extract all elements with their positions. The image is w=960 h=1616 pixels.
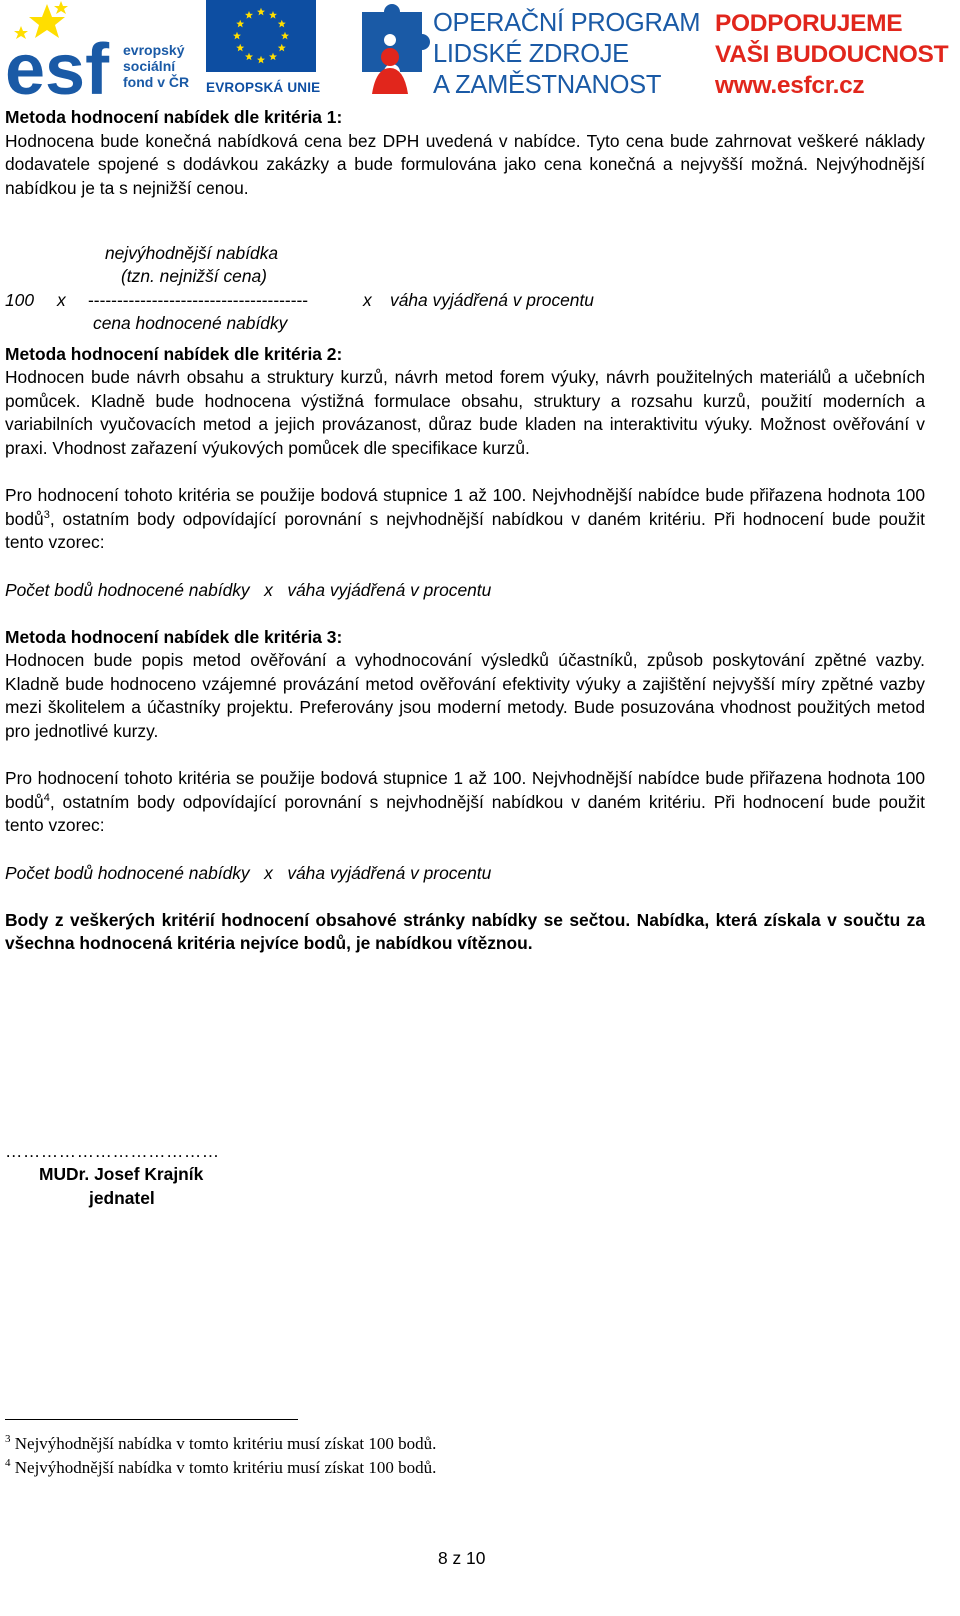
footnote-separator bbox=[5, 1419, 298, 1420]
formula-numerator-1: nejvýhodnější nabídka bbox=[105, 242, 279, 263]
op-title-line-1: OPERAČNÍ PROGRAM bbox=[433, 9, 701, 37]
formula-times: x bbox=[57, 289, 66, 310]
criterion-2-heading: Metoda hodnocení nabídek dle kritéria 2: bbox=[5, 343, 343, 364]
formula-prefix: 100 bbox=[5, 289, 35, 310]
signature-block bbox=[5, 1140, 220, 1208]
eu-flag-icon bbox=[206, 0, 316, 72]
formula-times-2: x bbox=[363, 289, 372, 310]
footnote-4: $^4$ Nejvýhodnější nabídka v tomto kritériu musí získat 100 bodů. bbox=[5, 1457, 437, 1477]
slogan-website[interactable]: www.esfcr.cz bbox=[715, 72, 865, 99]
criterion-1-heading: Metoda hodnocení nabídek dle kritéria 1: bbox=[5, 107, 343, 127]
criterion-1-formula bbox=[5, 242, 925, 343]
footnote-ref-3[interactable]: 3 bbox=[43, 508, 50, 521]
document-body bbox=[5, 106, 925, 956]
op-title-line-3: A ZAMĚSTNANOST bbox=[433, 71, 662, 99]
op-puzzle-logo-icon bbox=[360, 2, 430, 97]
op-title bbox=[433, 8, 700, 101]
formula-denominator: cena hodnocené nabídky bbox=[93, 312, 288, 333]
footnote-3: $^3$ Nejvýhodnější nabídka v tomto kritériu musí získat 100 bodů. bbox=[5, 1433, 437, 1453]
slogan-line-2: VAŠI BUDOUCNOST bbox=[715, 41, 949, 68]
criterion-2-formula: Počet bodů hodnocené nabídky x váha vyjádřená v procentu bbox=[5, 579, 492, 600]
signatory-role: jednatel bbox=[89, 1188, 155, 1208]
signatory-name: MUDr. Josef Krajník bbox=[39, 1164, 204, 1184]
formula-suffix: váha vyjádřená v procentu bbox=[390, 289, 594, 310]
header-logos bbox=[3, 0, 955, 100]
esf-label-line-1: evropský bbox=[123, 42, 185, 58]
signature-line: ……………………………… bbox=[5, 1141, 220, 1161]
criterion-2-text: Hodnocen bude návrh obsahu a struktury kurzů, návrh metod forem výuky, návrh použitelných materiálů a učebních pomůcek. Kladně bude hodnocena výstižná formulace obsahu, struktury a rozsahu kurzů, použití moderních a variabilních vyučovacích metod a jejich provázanost, důraz bude kladen na interaktivitu výuky. Možnost ověřování v praxi. Vhodnost zařazení výukových pomůcek dle specifikace kurzů. bbox=[5, 367, 925, 458]
formula-numerator-2: (tzn. nejnižší cena) bbox=[121, 265, 267, 286]
esf-label-line-2: sociální bbox=[123, 58, 176, 74]
criterion-3-scoring: Pro hodnocení tohoto kritéria se použije bodová stupnice 1 až 100. Nejvhodnější nabídce bude přiřazena hodnota 100 bodů$^4$, ostatním body odpovídající porovnání s nejvhodnější nabídkou v daném kritériu. Při hodnocení bude použit tento vzorec: bbox=[5, 768, 925, 836]
esf-mark: esf bbox=[5, 30, 110, 100]
criterion-3-text: Hodnocen bude popis metod ověřování a vyhodnocování výsledků účastníků, způsob poskytování zpětné vazby. Kladně bude hodnoceno vzájemné provázání metod ověřování efektivity výuky a zajištění nejvyšší míry zpětné vazby mezi školitelem a účastníky projektu. Preferovány jsou moderní metody. Bude posuzována vhodnost použitých metod pro jednotlivé kurzy. bbox=[5, 650, 925, 742]
slogan bbox=[715, 8, 948, 101]
criterion-3-heading: Metoda hodnocení nabídek dle kritéria 3: bbox=[5, 626, 343, 647]
criterion-1-text: Hodnocena bude konečná nabídková cena bez DPH uvedená v nabídce. Tyto cena bude zahrnovat veškeré náklady dodavatele spojené s dodávkou zakázky a bude formulována jako cena konečná a nejvyšší možná. Nejvýhodnější nabídkou je ta s nejnižší cenou. bbox=[5, 130, 925, 198]
slogan-line-1: PODPORUJEME bbox=[715, 10, 903, 37]
footnotes bbox=[5, 1432, 436, 1480]
op-title-line-2: LIDSKÉ ZDROJE bbox=[433, 40, 629, 68]
criterion-2-scoring: Pro hodnocení tohoto kritéria se použije bodová stupnice 1 až 100. Nejvhodnější nabídce bude přiřazena hodnota 100 bodů$^3$, ostatním body odpovídající porovnání s nejvhodnější nabídkou v daném kritériu. Při hodnocení bude použit tento vzorec: bbox=[5, 485, 925, 553]
eu-label: EVROPSKÁ UNIE bbox=[206, 80, 321, 95]
conclusion: Body z veškerých kritérií hodnocení obsahové stránky nabídky se sečtou. Nabídka, která získala v součtu za všechna hodnocená kritéria nejvíce bodů, je nabídkou vítěznou. bbox=[5, 909, 925, 954]
footnote-ref-4[interactable]: 4 bbox=[43, 791, 50, 804]
page-number: 8 z 10 bbox=[438, 1548, 486, 1568]
formula-fraction-bar: -------------------------------------- bbox=[88, 289, 309, 310]
esf-label-line-3: fond v ČR bbox=[123, 74, 190, 90]
criterion-3-formula: Počet bodů hodnocené nabídky x váha vyjádřená v procentu bbox=[5, 862, 492, 883]
